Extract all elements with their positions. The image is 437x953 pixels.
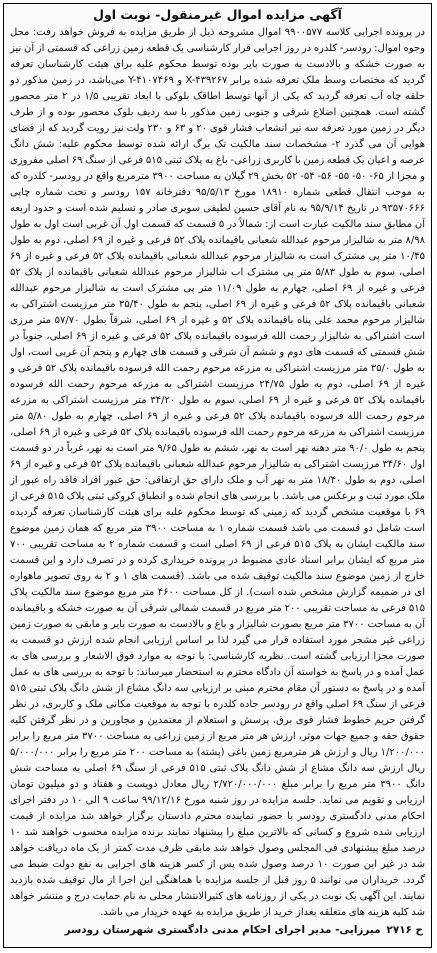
notice-footer bbox=[10, 922, 425, 938]
notice-signature: میرزایی- مدیر اجرای احکام مدنی دادگستری شهرستان رودسر bbox=[64, 924, 381, 936]
notice-code: ح ۲۷۱۶ bbox=[386, 924, 423, 936]
notice-body: در پرونده اجرایی کلاسه ۹۹۰۰۵۷۷ اموال مشروحه ذیل از طریق مزایده به فروش خواهد رفت: محل وجوه اموال: رودسر- کلدره در روز اجرایی قرار کارشناسی یک قطعه زمین زراعی که قسمتی از آن نیز به صورت خشکه و بالادست به صورت بایر بوده توسط محکوم علیه برای هیئت کارشناسان تعرفه گردید که مختصات وسط ملک تعرفه شده برابر X-۴۳۹۲۶۷ و Y-۴۱۰۷۴۶۹ می‌باشد، در زمین مذکور دو حلقه چاه آب تعرفه گردید که یکی از آنها توسط اطاقک بلوکی با ابعاد تقریبی ۱/۵ در ۲ متر محصور گشته است. همچنین اضلاع شرقی و جنوبی زمین مذکور با سه ردیف بلوک محصور بوده و از طرف دیگر در زمین مورد تعرفه سه تیر انشعاب فشار قوی ۲۰ و ۶۳ و ۲۳۰ ولت نیز رویت گردید که از فضای هوایی آن می گذرد ۲- مشخصات سند مالکیت تک برگ ارائه شده توسط محکوم علیه: شش دانگ عرصه و اعیان یک قطعه زمین با کاربری زراعی- باغ به پلاک ثبتی ۵۱۵ فرعی از سنگ ۶۹ اصلی مفروزی و مجزا از ۶۵- ۵۰- ۵۵- ۵۶- ۵۴- ۵۲ بخش ۲۹ گیلان به مساحت ۳۹۰۰ مترمربع واقع در رودسر- کلدره که به موجب انتقال قطعی شماره ۱۸۹۱۰ مورخ ۹۵/۵/۱۳ دفترخانه ۱۵۷ رودسر و تحت شماره چاپی ۹۳۵۷۰۶۶۶ در تاریخ ۹۵/۹/۱۴ به نام آقای حسین لطیفی سوبری صادر و تسلیم شده است و حدود اربعه آن مطابق سند مالکیت عبارت است از: شمالاً در ۵ قسمت که قسمت اول آن غربی است اول به طول ۸/۹۸ متر به شالیزار مرحوم عبدالله شعبانی باقیمانده پلاک ۵۲ فرعی و غیره از ۶۹ اصلی، دوم به طول ۱۰/۴۵ متر پی مشترک است به شالیزار مرحوم عبدالله شعبانی باقیمانده پلاک ۵۲ فرعی و غیره از ۶۹ اصلی، سوم به طول ۵/۸۳ متر پی مشترک اب شالیزار مرحوم عبدالله شعبانی باقیمانده از پلاک ۵۲ فرعی و غیره از ۶۹ اصلی، چهارم به طول ۱۱/۰۹ متر پی مشترک است به شالیزار مرحوم عبدالله شعبانی باقیمانده پلاک ۵۲ فرعی و غیره از ۶۹ اصلی، پنجم به طول ۳۵/۴۰ متر مرزیست اشتراکی به شالیزار مرحوم محمد علی پناه باقیمانده پلاک ۵۲ و غیره از ۶۹ اصلی، شرقاً بطول ۵۷/۷۰ متر مرزی است اشتراکی به شالیزار رحمت الله فرسوده باقیمانده پلاک ۵۲ فرعی و غیره از ۶۹ اصلی، جنوباً در شش قسمتی که قسمت های دوم و ششم آن شرقی و قسمت های چهارم و پنجم آن غربی است، اول به طول ۳۵/۰ متر مرزیست اشتراکی به مزرعه مرحوم رحمت الله فرسوده باقیمانده پلاک ۵۲ فرعی و غیره از ۶۹ اصلی، دوم به طول ۲۴/۷۵ مرزیست اشتراکی به مزرعه مرحوم رحمت الله فرسوده باقیمانده پلاک ۵۲ فرعی و غیره از ۶۹ اصلی، سوم به طول ۳۴/۲۰ متر مرزیست اشتراکی به مزرعه مرحوم رحمت الله فرسوده باقیمانده پلاک ۵۲ فرعی و غیره از ۶۹ اصلی، چهارم به طول ۵/۸۰ متر مرزیست اشتراکی به مزرعه مرحوم رحمت الله فرسوده باقیمانده پلاک ۵۲ فرعی و غیره از ۶۹ اصلی، پنجم به طول ۹۰/۰ متر دهنه نهر است به نهر، ششم به طول ۹/۶۵ متر است به نهر، غرباً در دو قسمت اول ۳۴/۶۰ مرزیست اشتراکی به شالیزار مرحوم عبدالله شعبانی باقیمانده پلاک ۵۲ فرعی و غیره از ۶۹ اصلی، دوم به طول ۱۸/۴۰ متر به نهر آب و ملک دارای حق ارتفاقی: حق عبور افراد فاقد راه عبور از ملک مورد ثبت و برعکس می باشد. با بررسی های انجام شده و انطباق کروکی ثبتی پلاک ۵۱۵ فرعی از ۶۹ با موقعیت مشخص گردید که زمینی که توسط محکوم علیه برای هیئت کارشناسان تعرفه گردیده است شامل دو قسمت می باشد قسمت شماره ۱ به مساحت ۳۹۰۰ متر مربع که همان زمین موضوع سند مالکیت ایشان به پلاک ۵۱۵ فرعی از ۶۹ اصلی است و قسمت شماره ۲ به مساحت تقریبی ۷۰۰ متر مربع که ایشان برابر اسناد عادی مضبوط در پرونده خریداری کرده و در تصرف دارد و این قسمت خارج از زمین موضوع سند مالکیت توقیف شده می باشد. (قسمت های ۱ و ۲ به روی تصویر ماهواره ای در ضمیمه گزارش مشخص شده است). از کل مساحت ۴۶۰۰ متر مربع موضوع سند مالکیت پلاک ۵۱۵ فرعی به مساحت تقریبی ۲۰۰ متر مربع در قسمت شمالی شرقی آن به صورت خشکه و باقیمانده آن به مساحت ۳۷۰۰ متر مربع بصورت شالیزار و باغ و بالادست به صورت بایر و مابقی به صورت زمین زراعی غیر مشجر مورد استفاده قرار می گیرد لذا بر اساس ارزیابی انجام شده ارزش دو قسمت به صورت مجزا ارزیابی گشته است. نظریه کارشناسی: با توجه به موارد فوق الاشعار و بررسی های به عمل آمده و در پاسخ به خواسته آن دادگاه محترم به استحضار میرساند: با توجه به بررسی های به عمل آمده و در پاسخ به دستور آن مقام محترم مبنی بر ارزیابی سه دانگ مشاع از شش دانگ پلاک ثبتی ۵۱۵ فرعی از سنگ ۶۹ اصلی واقع در رودسر جاده کلدره با توجه به موقعیت مکانی ملک و کاربری، در نظر گرفتن حریم خطوط فشار قوی برق، پرسش و استعلام از معتمدین و مجاورین و در نظر گرفتن کلیه حقوق حقه و جمیع جهات موثر، ارزش هر متر مربع از زمین زراعی به مساحت ۳۷۰۰ متر مربع را برابر ۱/۲۰۰/۰۰۰ ریال و ارزش هر مترمربع زمین باغی (پشته) به مساحت ۲۰۰ متر مربع را برابر ۵/۰۰۰/۰۰۰ ریال ارزش سه دانگ مشاع از شش دانگ پلاک ثبتی ۵۱۵ فرعی از سنگ ۶۹ اصلی به مساحت شش دانگ ۳۹۰۰ متر مربع را برابر مبلغ ۲/۷۲۰/۰۰۰/۰۰۰ ریال معادل دویست و هفتاد و دو میلیون تومان ارزیابی و تقویم می نماید. جلسه مزایده در روز شنبه مورخ ۹۹/۱۲/۱۶ ساعت ۹ الی ۱۰ در دفتر اجرای احکام مدنی دادگستری رودسر با حضور نماینده محترم دادستان برگزار خواهد شد مزایده از قیمت ارزیابی شده شروع و کسانی که بالاترین مبلغ را پیشنهاد نمایند برنده مزایده محسوب خواهند شد ۱۰ درصد مبلغ پیشنهادی فی المجلس وصول خواهد شد مابقی ظرف مدت کمتر از یک ماه دریافت خواهد شد در غیر این صورت ۱۰ درصد وصول شده پس از کسر هزینه های اجرایی به نفع دولت ضبط می گردد. خریداران می توانند ۵ روز قبل از جلسه مزایده با هماهنگی این اجرا از مال توقیف شده بازدید نمایند. این آگهی یک نوبت در یکی از روزنامه های کثیرالانتشار محلی به نام حمایت درج و منتشر خواهد شد کلیه هزینه های متعلقه بعداز خرید از طریق مزایده به عهده خریدار می باشد. bbox=[10, 27, 426, 918]
auction-notice bbox=[3, 3, 432, 948]
notice-title: آگهی مزایده اموال غیرمنقول- نوبت اول bbox=[93, 7, 342, 22]
